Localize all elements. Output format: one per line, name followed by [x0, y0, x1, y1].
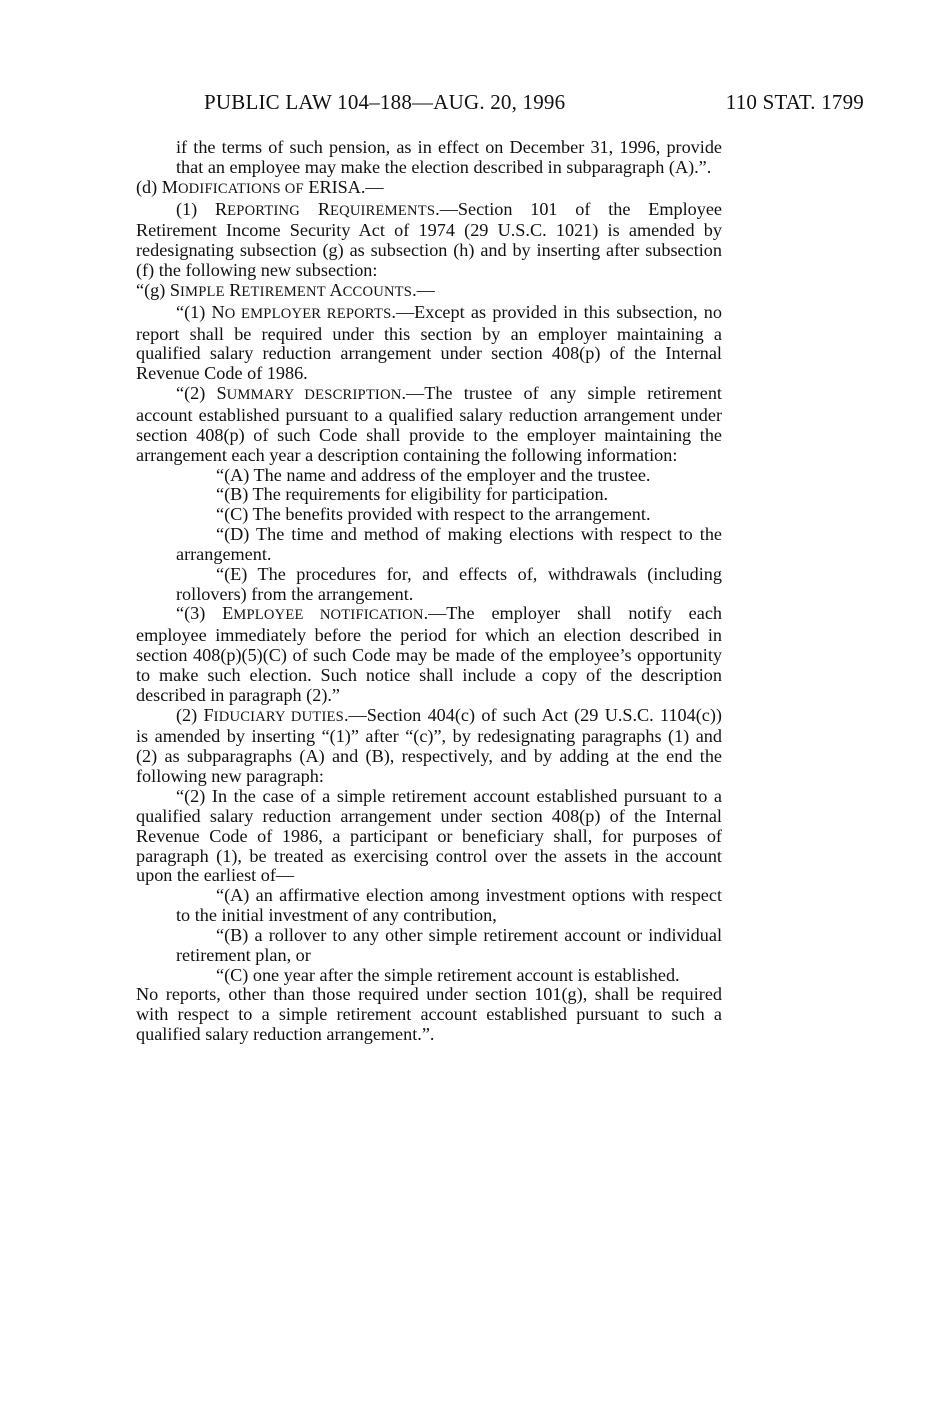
closing-paragraph: No reports, other than those required under section 101(g), shall be required with respect to a simple retirement account established pursuant to such a qualified salary reduction arrangement.”. — [136, 984, 722, 1045]
g-subparagraph-e: “(E) The procedures for, and effects of, withdrawals (including rollovers) from the arrangement. — [176, 563, 722, 604]
continuation-paragraph: if the terms of such pension, as in effect on December 31, 1996, provide that an employee may make the election described in subparagraph (A).”. — [176, 137, 722, 177]
g-paragraph-1-no-employer-reports: “(1) NO EMPLOYER REPORTS.—Except as provided in this subsection, no report shall be required under this section by an employer maintaining a qualified salary reduction arrangement under section 408(p) of the Internal Revenue Code of 1986. — [136, 301, 722, 384]
g-paragraph-3-employee-notification: “(3) EMPLOYEE NOTIFICATION.—The employer shall notify each employee immediately before the period for which an election described in section 408(p)(5)(C) of such Code may be made of the employee’s opportunity to make such election. Such notice shall include a copy of the description described in paragraph (2).” — [136, 603, 722, 705]
g-subparagraph-b: “(B) The requirements for eligibility for participation. — [216, 484, 609, 505]
new-subparagraph-a: “(A) an affirmative election among investment options with respect to the initial investment of any contribution, — [176, 885, 722, 926]
running-head: PUBLIC LAW 104–188—AUG. 20, 1996 — [204, 90, 566, 114]
document-body — [136, 138, 722, 1045]
new-subparagraph-c: “(C) one year after the simple retirement account is established. — [216, 964, 680, 985]
new-subparagraph-b: “(B) a rollover to any other simple retirement account or individual retirement plan, or — [176, 924, 722, 965]
g-subparagraph-d: “(D) The time and method of making elections with respect to the arrangement. — [176, 524, 722, 564]
g-paragraph-2-summary-description: “(2) SUMMARY DESCRIPTION.—The trustee of any simple retirement account established pursuant to a qualified salary reduction arrangement under section 408(p) of such Code shall provide to the employer maintaining the arrangement each year a description containing the following information: — [136, 383, 722, 465]
subsection-d-heading: (d) MODIFICATIONS OF ERISA.— — [136, 176, 384, 197]
paragraph-1-reporting-requirements: (1) REPORTING REQUIREMENTS.—Section 101 of the Employee Retirement Income Security Act of 1974 (29 U.S.C. 1021) is amended by redesignating subsection (g) as subsection (h) and by inserting after subsection (f) the following new subsection: — [136, 198, 722, 281]
g-subparagraph-a: “(A) The name and address of the employer and the trustee. — [216, 464, 651, 485]
page-number: 110 STAT. 1799 — [725, 90, 864, 114]
paragraph-2-fiduciary-duties: (2) FIDUCIARY DUTIES.—Section 404(c) of such Act (29 U.S.C. 1104(c)) is amended by inserting “(1)” after “(c)”, by redesignating paragraphs (1) and (2) as subparagraphs (A) and (B), respectively, and by adding at the end the following new paragraph: — [136, 704, 722, 787]
subsection-g-heading: “(g) SIMPLE RETIREMENT ACCOUNTS.— — [136, 279, 435, 300]
new-paragraph-2: “(2) In the case of a simple retirement account established pursuant to a qualified salary reduction arrangement under section 408(p) of the Internal Revenue Code of 1986, a participant or beneficiary shall, for purposes of paragraph (1), be treated as exercising control over the assets in the account upon the earliest of— — [136, 786, 722, 886]
g-subparagraph-c: “(C) The benefits provided with respect to the arrangement. — [216, 504, 651, 525]
